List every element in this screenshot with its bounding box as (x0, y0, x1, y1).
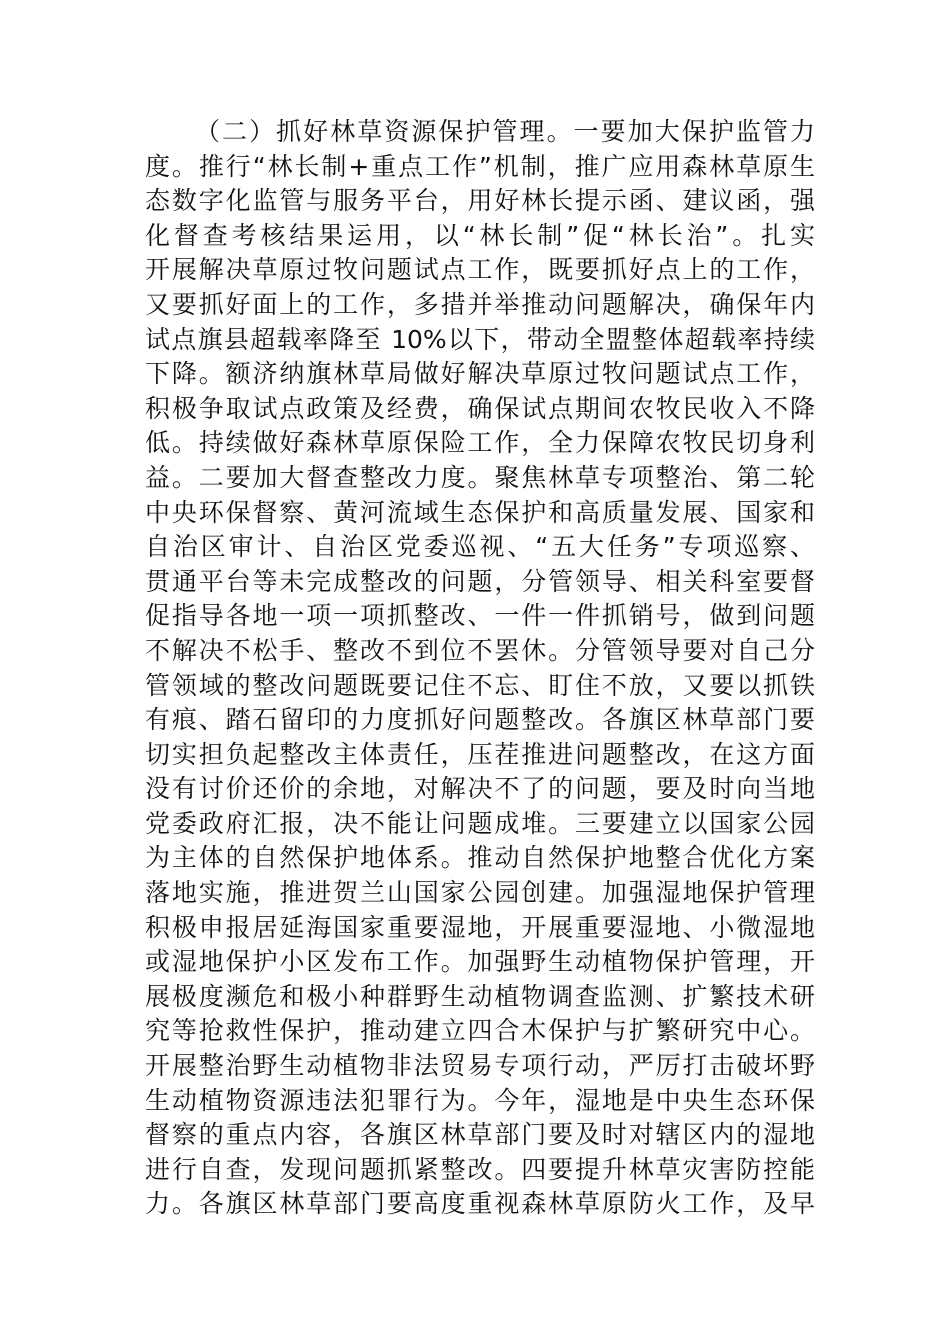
text-line: 态数字化监管与服务平台，用好林长提示函、建议函，强 (145, 186, 815, 216)
text-line: 或湿地保护小区发布工作。加强野生动植物保护管理，开 (145, 947, 815, 977)
text-line: （二）抓好林草资源保护管理。一要加大保护监管力 (195, 117, 815, 146)
text-line: 低。持续做好森林草原保险工作，全力保障农牧民切身利 (145, 428, 815, 458)
text-line: 开展解决草原过牧问题试点工作，既要抓好点上的工作， (145, 255, 815, 285)
text-line: 益。二要加大督查整改力度。聚焦林草专项整治、第二轮 (145, 462, 815, 492)
text-line: 党委政府汇报，决不能让问题成堆。三要建立以国家公园 (145, 808, 815, 838)
text-line: 积极争取试点政策及经费，确保试点期间农牧民收入不降 (145, 393, 815, 423)
text-line: 开展整治野生动植物非法贸易专项行动，严厉打击破坏野 (145, 1051, 815, 1081)
text-line: 为主体的自然保护地体系。推动自然保护地整合优化方案 (145, 843, 815, 873)
text-line: 不解决不松手、整改不到位不罢休。分管领导要对自己分 (145, 635, 815, 665)
text-line: 下降。额济纳旗林草局做好解决草原过牧问题试点工作， (145, 359, 815, 389)
text-line: 度。推行“林长制+重点工作”机制，推广应用森林草原生 (145, 151, 815, 181)
text-line: 试点旗县超载率降至 10%以下，带动全盟整体超载率持续 (145, 324, 815, 354)
text-line: 力。各旗区林草部门要高度重视森林草原防火工作，及早 (145, 1189, 815, 1219)
text-line: 展极度濒危和极小种群野生动植物调查监测、扩繁技术研 (145, 981, 815, 1011)
text-line: 贯通平台等未完成整改的问题，分管领导、相关科室要督 (145, 566, 815, 596)
text-line: 有痕、踏石留印的力度抓好问题整改。各旗区林草部门要 (145, 705, 815, 735)
body-paragraph (145, 115, 815, 1222)
text-line: 促指导各地一项一项抓整改、一件一件抓销号，做到问题 (145, 601, 815, 631)
text-line: 积极申报居延海国家重要湿地，开展重要湿地、小微湿地 (145, 912, 815, 942)
text-line: 管领域的整改问题既要记住不忘、盯住不放，又要以抓铁 (145, 670, 815, 700)
text-line: 没有讨价还价的余地，对解决不了的问题，要及时向当地 (145, 774, 815, 804)
text-line: 进行自查，发现问题抓紧整改。四要提升林草灾害防控能 (145, 1154, 815, 1184)
text-line: 又要抓好面上的工作，多措并举推动问题解决，确保年内 (145, 289, 815, 319)
text-line: 落地实施，推进贺兰山国家公园创建。加强湿地保护管理 (145, 878, 815, 908)
text-line: 生动植物资源违法犯罪行为。今年，湿地是中央生态环保 (145, 1085, 815, 1115)
text-line: 中央环保督察、黄河流域生态保护和高质量发展、国家和 (145, 497, 815, 527)
text-line: 自治区审计、自治区党委巡视、“五大任务”专项巡察、 (145, 532, 815, 562)
text-line: 化督查考核结果运用，以“林长制”促“林长治”。扎实 (145, 220, 815, 250)
text-line: 督察的重点内容，各旗区林草部门要及时对辖区内的湿地 (145, 1120, 815, 1150)
text-line: 究等抢救性保护，推动建立四合木保护与扩繁研究中心。 (145, 1016, 815, 1046)
text-line: 切实担负起整改主体责任，压茬推进问题整改，在这方面 (145, 739, 815, 769)
